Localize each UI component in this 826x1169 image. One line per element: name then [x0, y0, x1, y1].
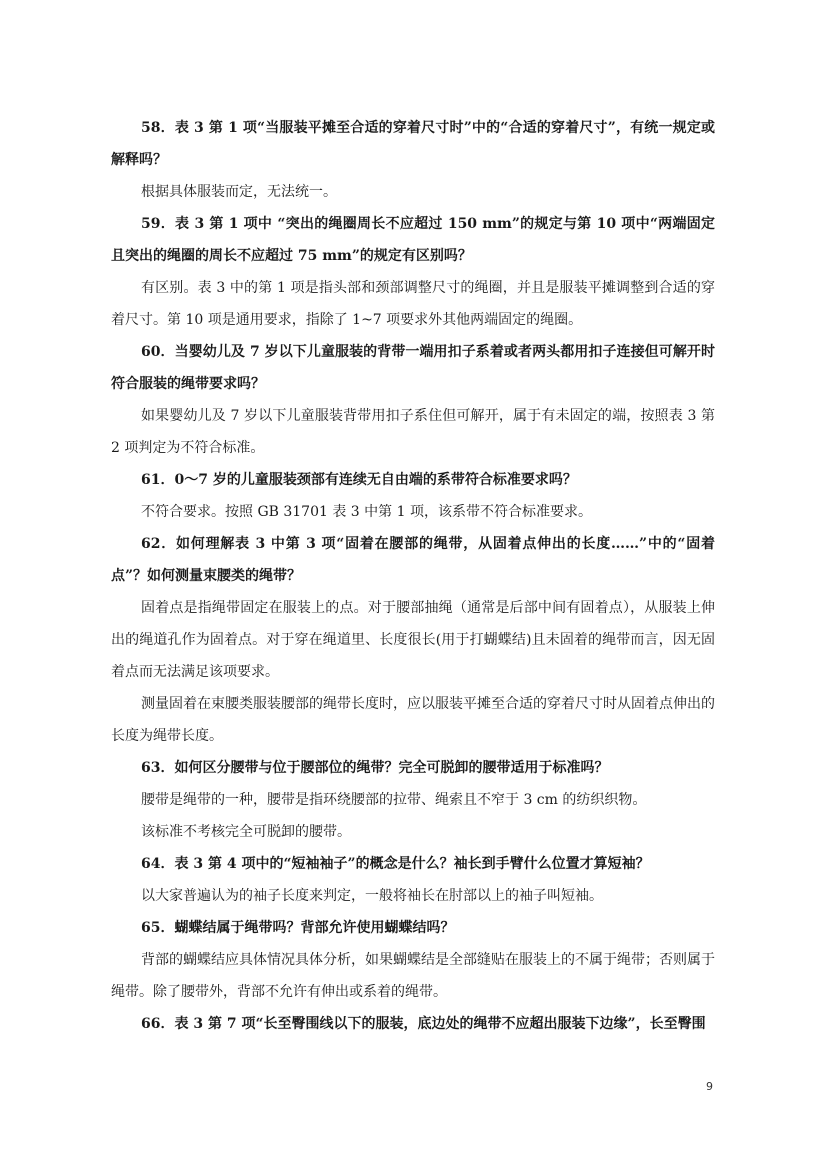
answer-62-part1: 固着点是指绳带固定在服装上的点。对于腰部抽绳（通常是后部中间有固着点），从服装上伸出的绳道孔作为固着点。对于穿在绳道里、长度很长(用于打蝴蝶结)且未固着的绳带而言，因无固着点而无法满足该项要求。: [111, 600, 715, 680]
answer-60: 如果婴幼儿及 7 岁以下儿童服装背带用扣子系住但可解开，属于有未固定的端，按照表 3 第 2 项判定为不符合标准。: [111, 408, 715, 456]
document-body: [111, 112, 715, 1040]
question-64: 64．表 3 第 4 项中的“短袖袖子”的概念是什么？袖长到手臂什么位置才算短袖？: [141, 856, 650, 872]
answer-62-part2: 测量固着在束腰类服装腰部的绳带长度时，应以服装平摊至合适的穿着尺寸时从固着点伸出的长度为绳带长度。: [111, 696, 715, 744]
page-number: 9: [706, 1080, 713, 1093]
question-61: 61．0～7 岁的儿童服装颈部有连续无自由端的系带符合标准要求吗？: [141, 472, 577, 488]
answer-63-part1: 腰带是绳带的一种，腰带是指环绕腰部的拉带、绳索且不窄于 3 cm 的纺织织物。: [141, 792, 647, 808]
question-60: 60．当婴幼儿及 7 岁以下儿童服装的背带一端用扣子系着或者两头都用扣子连接但可解开时符合服装的绳带要求吗？: [111, 344, 715, 392]
answer-65: 背部的蝴蝶结应具体情况具体分析，如果蝴蝶结是全部缝贴在服装上的不属于绳带；否则属于绳带。除了腰带外，背部不允许有伸出或系着的绳带。: [111, 952, 715, 1000]
answer-61: 不符合要求。按照 GB 31701 表 3 中第 1 项，该系带不符合标准要求。: [141, 504, 592, 520]
question-66: 66．表 3 第 7 项“长至臀围线以下的服装，底边处的绳带不应超出服装下边缘”，长至臀围: [141, 1016, 706, 1032]
question-65: 65．蝴蝶结属于绳带吗？背部允许使用蝴蝶结吗？: [141, 920, 455, 936]
answer-59: 有区别。表 3 中的第 1 项是指头部和颈部调整尺寸的绳圈，并且是服装平摊调整到合适的穿着尺寸。第 10 项是通用要求，指除了 1~7 项要求外其他两端固定的绳圈。: [111, 280, 715, 328]
question-62: 62．如何理解表 3 中第 3 项“固着在腰部的绳带，从固着点伸出的长度……”中的“固着点”？如何测量束腰类的绳带？: [111, 536, 715, 584]
question-63: 63．如何区分腰带与位于腰部位的绳带？完全可脱卸的腰带适用于标准吗？: [141, 760, 609, 776]
answer-64: 以大家普遍认为的袖子长度来判定，一般将袖长在肘部以上的袖子叫短袖。: [141, 888, 603, 904]
question-59: 59．表 3 第 1 项中 “突出的绳圈周长不应超过 150 mm”的规定与第 10 项中“两端固定且突出的绳圈的周长不应超过 75 mm”的规定有区别吗？: [111, 216, 715, 264]
answer-63-part2: 该标准不考核完全可脱卸的腰带。: [141, 824, 351, 840]
answer-58: 根据具体服装而定，无法统一。: [141, 184, 337, 200]
question-58: 58．表 3 第 1 项“当服装平摊至合适的穿着尺寸时”中的“合适的穿着尺寸”，有统一规定或解释吗？: [111, 120, 715, 168]
